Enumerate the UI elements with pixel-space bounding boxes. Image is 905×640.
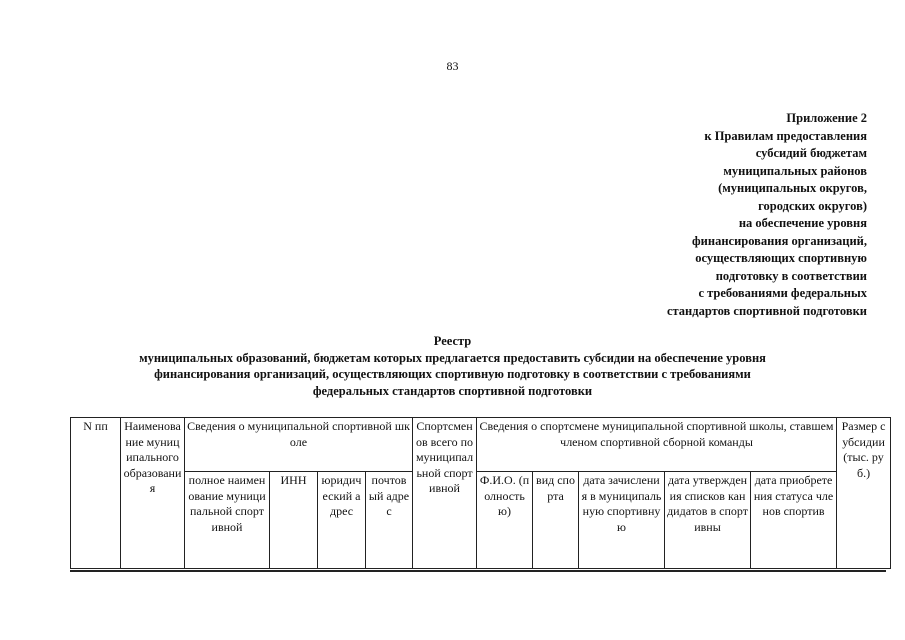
appendix-line: субсидий бюджетам [755, 146, 867, 160]
header-cell-sport: вид спорта [533, 472, 579, 569]
appendix-line: городских округов) [758, 198, 867, 213]
registry-subtitle-line: финансирования организаций, осуществляющих спортивную подготовку в соответствии с требованиями [154, 367, 751, 381]
registry-title: Реестр [433, 334, 472, 348]
registry-subtitle-line: муниципальных образований, бюджетам которых предлагается предоставить субсидии на обеспечение уровня [139, 350, 766, 365]
appendix-header [507, 110, 867, 320]
appendix-line: Приложение 2 [786, 111, 867, 125]
appendix-line: (муниципальных округов, [718, 181, 867, 195]
header-group-athlete: Сведения о спортсмене муниципальной спортивной школы, ставшем членом спортивной сборной команды [477, 418, 837, 472]
appendix-line: осуществляющих спортивную [695, 251, 867, 265]
header-cell-postal-address: почтовый адрес [366, 472, 413, 569]
appendix-line: стандартов спортивной подготовки [666, 303, 867, 318]
appendix-line: на обеспечение уровня [738, 216, 867, 230]
appendix-line: муниципальных районов [723, 163, 867, 178]
page-number: 83 [446, 59, 459, 73]
appendix-line: подготовку в соответствии [715, 268, 867, 283]
header-cell-inn: ИНН [270, 472, 318, 569]
appendix-line: финансирования организаций, [692, 233, 867, 248]
header-cell-municipality: Наименование муниципального образования [121, 418, 185, 569]
appendix-line: к Правилам предоставления [704, 128, 867, 143]
registry-subtitle-line: федеральных стандартов спортивной подготовки [312, 383, 593, 398]
header-cell-enrollment-date: дата зачисления в муниципальную спортивную [579, 472, 665, 569]
header-cell-number: N пп [71, 418, 121, 569]
appendix-line: с требованиями федеральных [698, 286, 867, 300]
header-cell-fio: Ф.И.О. (полностью) [477, 472, 533, 569]
registry-table [70, 417, 891, 569]
header-cell-approval-date: дата утверждения списков кандидатов в спортивны [665, 472, 751, 569]
header-cell-status-date: дата приобретения статуса членов спортив [751, 472, 837, 569]
header-cell-subsidy: Размер субсидии (тыс. руб.) [837, 418, 891, 569]
registry-heading [40, 333, 865, 399]
header-group-school: Сведения о муниципальной спортивной школе [185, 418, 413, 472]
header-cell-full-name: полное наименование муниципальной спортивной [185, 472, 270, 569]
header-cell-legal-address: юридический адрес [318, 472, 366, 569]
header-cell-athletes-total: Спортсменов всего по муниципальной спортивной [413, 418, 477, 569]
table-bottom-rule [70, 570, 886, 572]
